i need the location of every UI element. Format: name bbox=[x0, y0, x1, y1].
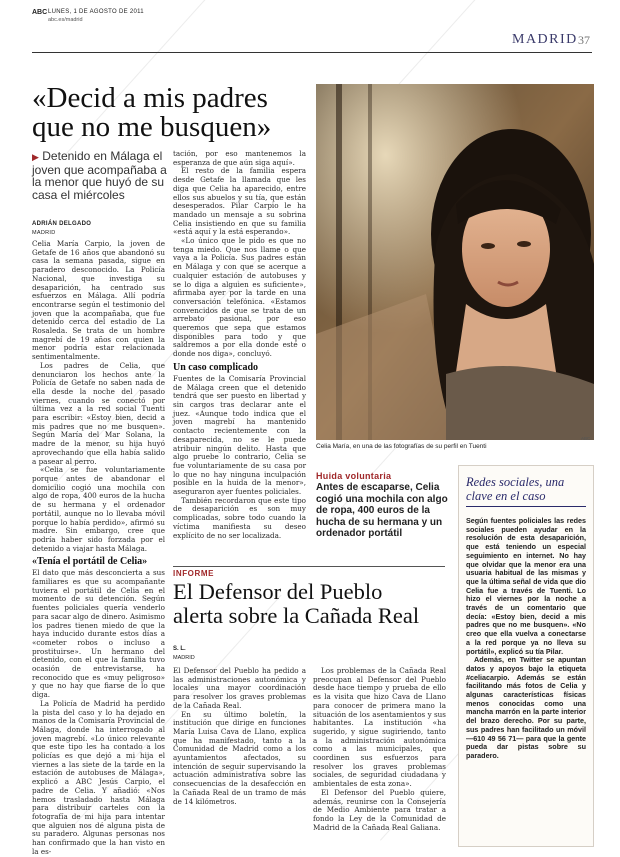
article-photo bbox=[316, 84, 594, 440]
paragraph: tación, por eso mantenemos la esperanza de que aún siga aquí». bbox=[173, 149, 306, 167]
second-dateline: MADRID bbox=[173, 655, 195, 661]
photo-credit: ABC bbox=[581, 436, 591, 441]
paragraph: «Lo único que le pido es que no tenga miedo. Que nos llame o que vaya a la Policía. Sus padres están en Málaga y con que se acerque a cualquier estación de autobuses y se lo diga a alguien es suficiente», afirmaba ayer por la tarde en una conversación telefónica. «Estamos convencidos de que se trata de un arrebato pasional, por eso queremos que sepa que estamos disponibles para todo y que saldremos a por ella donde esté o donde nos diga», concluyó. bbox=[173, 236, 306, 359]
section-title: MADRID bbox=[512, 32, 578, 47]
paragraph: En su último boletín, la institución que dirige en funciones María Luisa Cava de Llano, explica que ha manifestado, tanto a la Comunidad de Madrid como a los ayuntamientos afectados, su intención de seguir supervisando la actuación administrativa sobre las consecuencias de la desafección en la Cañada Real de un tramo de más de 14 kilómetros. bbox=[173, 709, 306, 806]
paragraph: Los padres de Celia, que denunciaron los hechos ante la Policía de Getafe no saben nada de ella desde la noche del pasado viernes, cuando se conectó por última vez a la red social Tuenti para escribir: «Estoy bien, decid a mis padres que no me busquen». Según María del Mar Solana, la madre de la menor, su hija huyó aprovechando que ella había salido a pasear al perro. bbox=[32, 360, 165, 466]
paragraph: Según fuentes policiales las redes sociales pueden ayudar en la resolución de esta desaparición, que está teniendo un especial seguimiento en internet. No hay que olvidar que la menor era una usuaria habitual de las mismas y que la última señal de vida que dio Celia fue a través de Tuenti. Lo hizo el viernes por la noche a través de un comentario que decía: «Estoy bien, decid a mis padres que no me busquen». «No creo que ella vuelva a conectarse a la red porque ya no lleva su portátil», explicó su tía Pilar. bbox=[466, 516, 586, 656]
subheading: «Tenía el portátil de Celia» bbox=[32, 556, 148, 568]
header-rule bbox=[32, 52, 592, 53]
paragraph: La Policía de Madrid ha perdido la pista del caso y lo ha dejado en manos de la Comisaría Provincial de Málaga, donde ha interrogado al joven magrebí. «Lo único relevante que este tipo les ha contado a los policías es que dejó a mi hija el viernes a las siete de la tarde en la estación de autobuses de Málaga», explicó a ABC Jesús Carpio, el padre de Celia. Y añadió: «Nos hemos trasladado hasta Málaga para distribuir carteles con la fotografía de mi hija para intentar que alguien nos dé alguna pista de su paradero. Algunas personas nos han confirmado que la han visto en la es- bbox=[32, 698, 165, 856]
second-article-kicker: INFORME bbox=[173, 569, 215, 578]
deck bbox=[32, 150, 172, 201]
page-number: 37 bbox=[578, 33, 590, 47]
publication-name: ABC bbox=[32, 9, 48, 16]
second-headline bbox=[173, 580, 453, 627]
second-article-column-2 bbox=[313, 667, 446, 842]
issue-date: LUNES, 1 DE AGOSTO DE 2011 bbox=[48, 9, 144, 15]
deck-text: Detenido en Málaga el joven que acompañaba a la menor que huyó de su casa el miércoles bbox=[32, 149, 167, 202]
subheading: Un caso complicado bbox=[173, 361, 258, 373]
photo-caption: Celia María, en una de las fotografías de su perfil en Tuenti bbox=[316, 443, 487, 450]
paragraph: El Defensor del Pueblo ha pedido a las administraciones autonómica y locales una mayor coordinación para resolver los graves problemas de la Cañada Real. bbox=[173, 666, 306, 710]
article-column-1 bbox=[32, 239, 165, 856]
paragraph: Celia María Carpio, la joven de Getafe de 16 años que abandonó su casa la semana pasada, sigue en paradero desconocido. La Policía Nacional, que investiga su desaparición, ha centrado sus esfuerzos en Málaga. Allí podría encontrarse según el testimonio del joven que la acompañaba, que fue detenido cerca del estadio de La Rosaleda. Se trata de un hombre magrebí de 19 años con quien la menor podría estar relacionada sentimentalmente. bbox=[32, 239, 165, 362]
dateline: MADRID bbox=[32, 230, 56, 236]
pull-quote-kicker: Huida voluntaria bbox=[316, 471, 392, 481]
second-article-rule bbox=[173, 566, 445, 567]
paragraph: El Defensor del Pueblo quiere, además, reunirse con la Consejería de Medio Ambiente para tratar a fondo la Ley de la Comunidad de Madrid de la Cañada Real Galiana. bbox=[313, 787, 446, 832]
main-headline-line: que no me busquen» bbox=[32, 111, 272, 143]
sidebar-title: Redes sociales, una clave en el caso bbox=[466, 475, 565, 503]
paragraph: Fuentes de la Comisaría Provincial de Málaga creen que el detenido tendrá que ser puesto en libertad y sin cargos tras declarar ante el juez. «Aunque todo indica que el joven magrebí ha mantenido contacto recientemente con la desaparecida, no se le puede atribuir ningún delito. Hasta que algo pruebe lo contrario, Celia se fue voluntariamente de su casa por lo que no hay ninguna inculpación posible en la huida de la menor», aseguraron ayer fuentes policiales. bbox=[173, 373, 306, 497]
pull-quote-text: Antes de escaparse, Celia cogió una mochila con algo de ropa, 400 euros de la hucha de su hermana y un ordenador portátil bbox=[316, 482, 448, 539]
second-article-column-1 bbox=[173, 667, 306, 842]
paragraph: Los problemas de la Cañada Real preocupan al Defensor del Pueblo desde hace tiempo y prueba de ello es la visita que hizo Cava de Llano para conocer de primera mano la situación de los asentamientos y sus habitantes. La institución «ha sugerido, y sigue sugiriendo, tanto a la administración autonómica como a las municipales, que coordinen sus esfuerzos para resolver los graves problemas sociales, de seguridad ciudadana y ambientales de esta zona». bbox=[313, 666, 446, 789]
paragraph: El dato que más desconcierta a sus familiares es que su acompañante tuviera el portátil de Celia en el momento de su detención. Según fuentes policiales quería venderlo para sacar algo de dinero. Asimismo los padres tienen miedo de que la haya inducido durante estos días a «cometer robos o incluso a prostituirse». Un hermano del detenido, con el que la familia tuvo ocasión de entrevistarse, ha reconocido que es «muy peligroso» y que no hay que fiarse de lo que diga. bbox=[32, 568, 165, 700]
paragraph: «Celia se fue voluntariamente porque antes de abandonar el domicilio cogió una mochila con algo de ropa, 400 euros de la hucha de su hermana y el ordenador portátil, aunque no lo llevaba móvil porque lo había perdido», afirmó su madre. Sin embargo, cree que podría haber sido forzada por el detenido a viajar hasta Málaga. bbox=[32, 465, 165, 553]
portrait-illustration bbox=[316, 84, 594, 440]
sidebar-body bbox=[466, 517, 586, 761]
paragraph: El resto de la familia espera desde Getafe la llamada que les diga que Celia ha aparecido, entre ellos sus abuelos y su tía, que están desesperados. Pilar Carpio le ha mandado un mensaje a su sobrina Celia insistiendo en que su familia «está aquí y la está esperando». bbox=[173, 166, 306, 237]
second-byline: S. L. bbox=[173, 646, 186, 652]
triangle-bullet-icon: ▶ bbox=[32, 152, 39, 162]
website: abc.es/madrid bbox=[48, 17, 83, 23]
paragraph: Además, en Twitter se apuntan datos y apoyos bajo la etiqueta #celiacarpio. Además se están facilitando más fotos de Celia y algunas características físicas menos conocidas como una mancha marrón en la parte interior del brazo derecho. Por su parte, sus padres han facilitado un móvil —610 49 56 71— para que la gente pueda dar pistas sobre su paradero. bbox=[466, 655, 586, 760]
byline: ADRIÁN DELGADO bbox=[32, 221, 92, 227]
second-headline-line: El Defensor del Pueblo bbox=[173, 579, 383, 604]
article-column-2 bbox=[173, 150, 306, 545]
paragraph: También recordaron que este tipo de desaparición es son muy complicadas, sobre todo cuando la víctima manifiesta su deseo explícito de no ser localizada. bbox=[173, 495, 306, 540]
main-headline bbox=[32, 84, 317, 142]
sidebar-box bbox=[458, 465, 594, 847]
main-headline-line: «Decid a mis padres bbox=[32, 82, 268, 114]
second-headline-line: alerta sobre la Cañada Real bbox=[173, 602, 420, 628]
sidebar-rule bbox=[466, 506, 586, 507]
